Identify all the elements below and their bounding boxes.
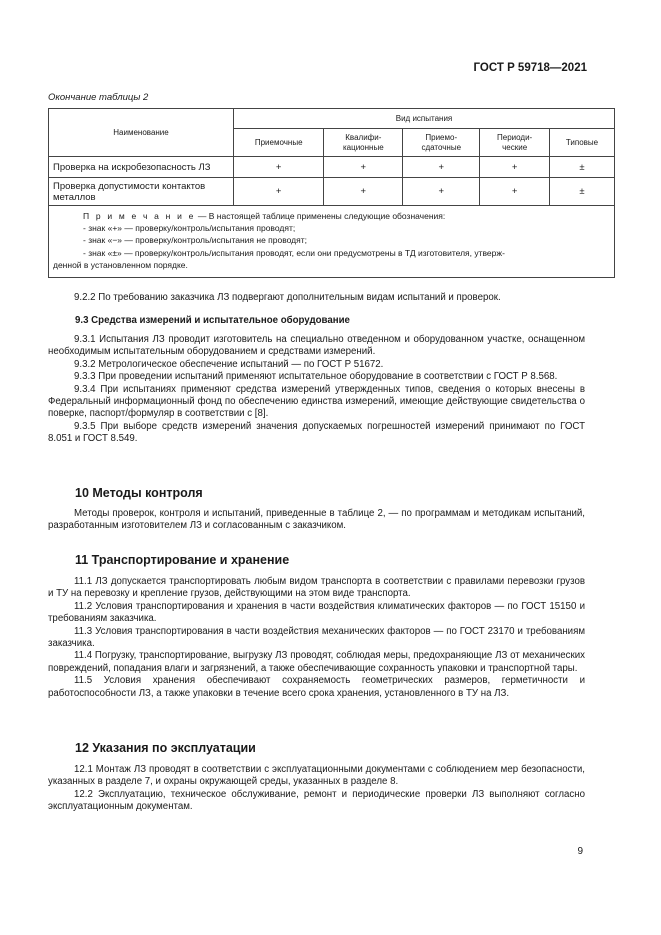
section-11-body xyxy=(48,576,585,700)
page-number: 9 xyxy=(577,846,583,857)
row-mark: ± xyxy=(550,157,615,178)
section-heading-9-3: 9.3 Средства измерений и испытательное оборудование xyxy=(75,315,350,326)
table-row xyxy=(49,157,615,178)
paragraph: Методы проверок, контроля и испытаний, приведенные в таблице 2, — по программам и методикам испытаний, разработанным изготовителем ЛЗ и согласованным с заказчиком. xyxy=(48,508,585,532)
paragraph: 9.3.1 Испытания ЛЗ проводит изготовитель на специально отведенном и оборудованном участке, оснащенном необходимым испытательным оборудованием и средствами измерений. xyxy=(48,334,585,358)
row-mark: + xyxy=(403,178,480,206)
note-line: - знак «±» — проверку/контроль/испытания проводят, если они предусмотрены в ТД изготовителя, утверж- xyxy=(83,247,505,258)
col-header-type: Типовые xyxy=(550,129,615,157)
table-note-row xyxy=(49,206,615,278)
paragraph: 9.3.2 Метрологическое обеспечение испытаний — по ГОСТ Р 51672. xyxy=(74,358,384,370)
note-title: П р и м е ч а н и е xyxy=(83,211,196,221)
section-heading-10: 10 Методы контроля xyxy=(75,486,203,500)
col-header-acceptance: Приемочные xyxy=(234,129,324,157)
table-note xyxy=(49,206,615,278)
row-mark: + xyxy=(480,157,550,178)
section-10-body xyxy=(48,508,585,533)
col-header-delivery: Приемо- сдаточные xyxy=(403,129,480,157)
table-row xyxy=(49,178,615,206)
note-line: - знак «−» — проверку/контроль/испытания не проводят; xyxy=(83,235,307,246)
section-9-3-body xyxy=(48,334,585,446)
paragraph: 11.1 ЛЗ допускается транспортировать любым видом транспорта в соответствии с правилами перевозки грузов и ТУ на перевозку и крепление грузов, действующими на этом виде транспорта. xyxy=(48,576,585,600)
row-mark: + xyxy=(234,157,324,178)
note-intro: — В настоящей таблице применены следующие обозначения: xyxy=(195,211,446,221)
row-mark: ± xyxy=(550,178,615,206)
paragraph: 9.3.5 При выборе средств измерений значения допускаемых погрешностей измерений принимают по ГОСТ 8.051 и ГОСТ 8.549. xyxy=(48,420,585,445)
col-group-header: Вид испытания xyxy=(234,109,615,129)
table-caption: Окончание таблицы 2 xyxy=(48,92,149,103)
row-mark: + xyxy=(324,157,403,178)
col-header-qualification: Квалифи- кационные xyxy=(324,129,403,157)
paragraph: 9.3.4 При испытаниях применяют средства измерений утвержденных типов, сведения о которых внесены в Федеральный информационный фонд по обеспечению единства измерений, имеющие действующие свидетельства о поверке, паспорт/формуляр в соответствии с [8]. xyxy=(48,383,585,420)
paragraph: 11.4 Погрузку, транспортирование, выгрузку ЛЗ проводят, соблюдая меры, предохраняющие ЛЗ от механических повреждений, попадания влаги и загрязнений, а также обеспечивающие сохранность упаковки и транспортной тары. xyxy=(48,650,585,674)
note-line: денной в установленном порядке. xyxy=(53,259,188,270)
col-header-periodic: Периоди- ческие xyxy=(480,129,550,157)
row-name: Проверка на искробезопасность ЛЗ xyxy=(49,157,234,178)
paragraph: 11.5 Условия хранения обеспечивают сохраняемость геометрических размеров, герметичности и работоспособности ЛЗ, а также упаковки в течение всего срока хранения, установленного в ТУ на ЛЗ. xyxy=(48,675,585,699)
row-mark: + xyxy=(403,157,480,178)
paragraph: 12.2 Эксплуатацию, техническое обслуживание, ремонт и периодические проверки ЛЗ выполняют согласно эксплуатационным документам. xyxy=(48,788,585,813)
row-name: Проверка допустимости контактов металлов xyxy=(49,178,234,206)
paragraph: 11.3 Условия транспортирования в части воздействия механических факторов — по ГОСТ 23170 и требованиям заказчика. xyxy=(48,625,585,650)
paragraph: 12.1 Монтаж ЛЗ проводят в соответствии с эксплуатационными документами с соблюдением мер безопасности, указанных в разделе 7, и охраны окружающей среды, указанных в разделе 8. xyxy=(48,764,585,788)
section-12-body xyxy=(48,764,585,814)
document-code: ГОСТ Р 59718—2021 xyxy=(473,62,587,74)
col-header-name: Наименование xyxy=(49,109,234,157)
section-heading-11: 11 Транспортирование и хранение xyxy=(75,553,290,567)
paragraph: 11.2 Условия транспортирования и хранения в части воздействия климатических факторов — по ГОСТ 15150 и требованиям заказчика. xyxy=(48,600,585,625)
row-mark: + xyxy=(234,178,324,206)
note-line: - знак «+» — проверку/контроль/испытания проводят; xyxy=(83,223,296,234)
paragraph-9-2-2: 9.2.2 По требованию заказчика ЛЗ подвергают дополнительным видам испытаний и проверок. xyxy=(74,292,501,303)
section-heading-12: 12 Указания по эксплуатации xyxy=(75,741,256,755)
tests-table xyxy=(48,108,615,278)
row-mark: + xyxy=(480,178,550,206)
row-mark: + xyxy=(324,178,403,206)
paragraph: 9.3.3 При проведении испытаний применяют испытательное оборудование в соответствии с ГОСТ Р 8.568. xyxy=(74,371,558,383)
